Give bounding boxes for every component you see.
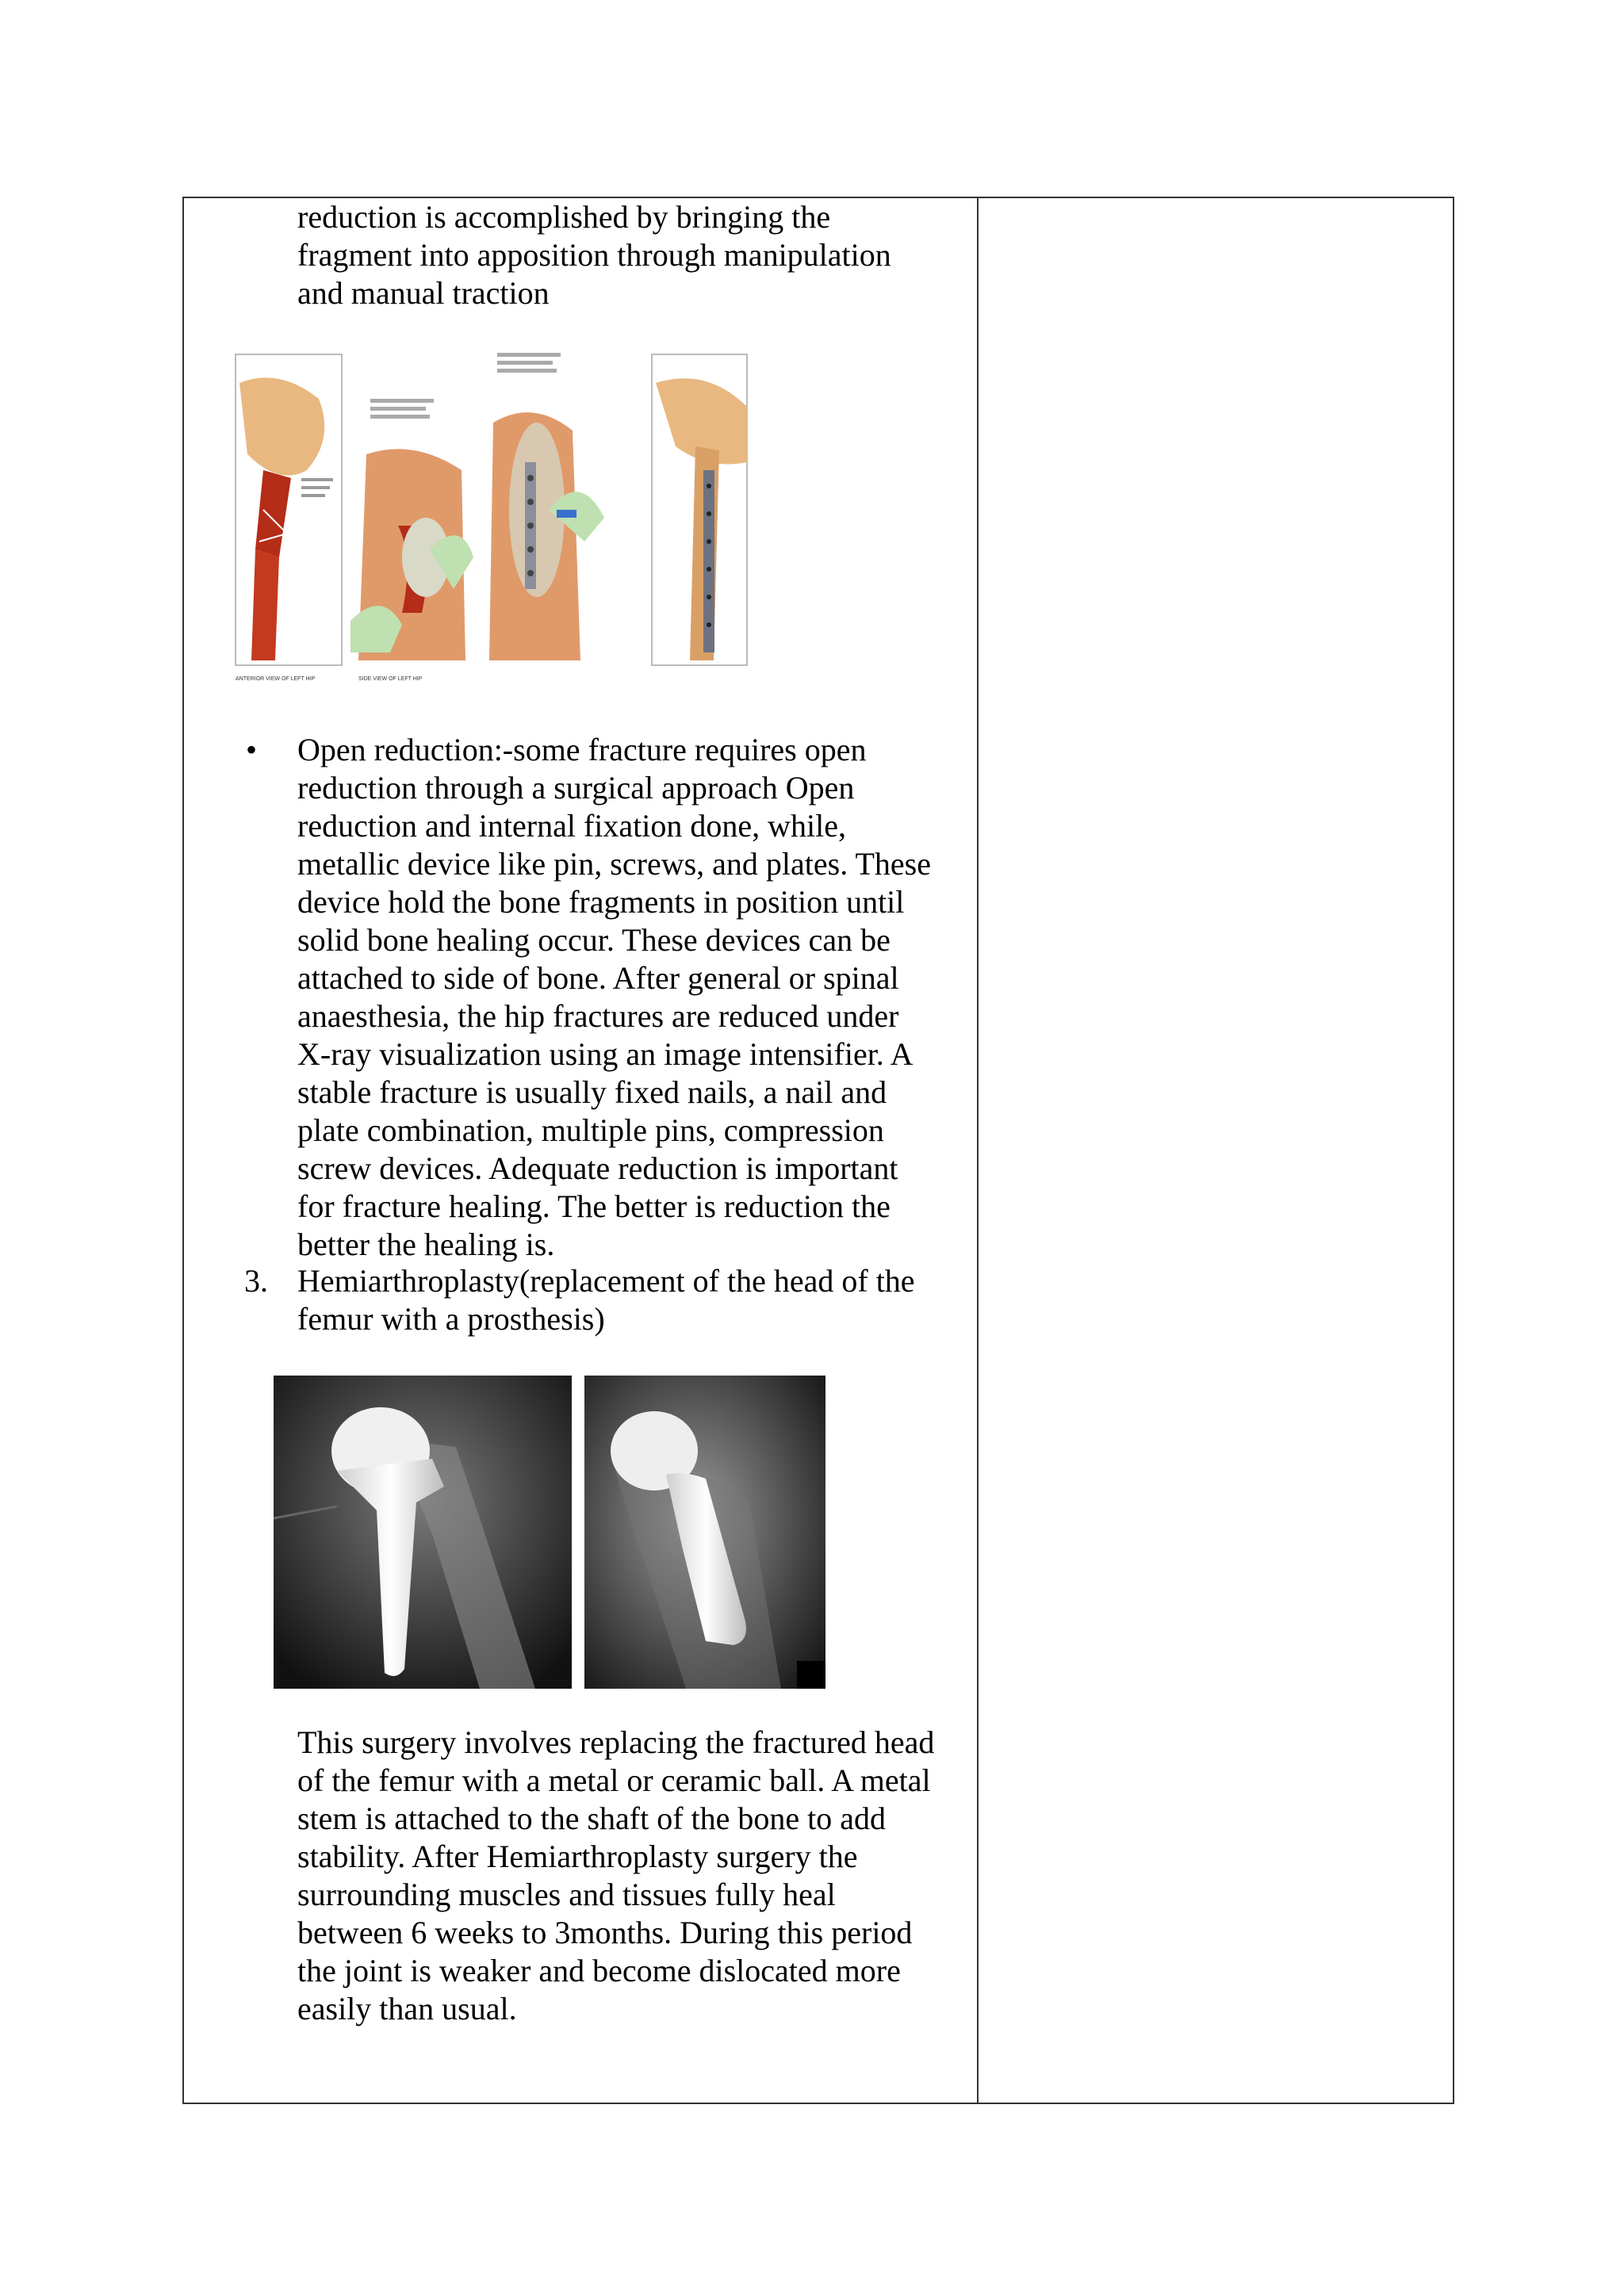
surgical-illustration	[232, 351, 750, 691]
open-reduction-paragraph: Open reduction:-some fracture requires open reduction through a surgical approach Open reduction and internal fixation done, while, metallic device like pin, screws, and plates. These device hold the bone fragments in position until solid bone healing occur. These devices can be attached to side of bone. After general or spinal anaesthesia, the hip fractures are reduced under X-ray visualization using an image intensifier. A stable fracture is usually fixed nails, a nail and plate combination, multiple pins, compression screw devices. Adequate reduction is important for fracture healing. The better is reduction the better the healing is.	[297, 732, 931, 1262]
panel-anterior-view	[236, 354, 342, 665]
bullet-marker: •	[246, 732, 258, 767]
panel-incision	[349, 354, 484, 682]
svg-text:ANTERIOR VIEW OF LEFT HIP: ANTERIOR VIEW OF LEFT HIP	[236, 676, 316, 682]
panel-final-result	[652, 354, 747, 665]
svg-text:SIDE VIEW OF LEFT HIP: SIDE VIEW OF LEFT HIP	[358, 676, 423, 682]
column-divider	[977, 197, 979, 2104]
xray-left	[274, 1376, 572, 1689]
intro-paragraph: reduction is accomplished by bringing the fragment into apposition through manipulation and manual traction	[297, 199, 891, 311]
hemiarthroplasty-heading: Hemiarthroplasty(replacement of the head of the femur with a prosthesis)	[297, 1263, 915, 1337]
xray-right	[584, 1376, 825, 1689]
hemiarthroplasty-paragraph: This surgery involves replacing the fractured head of the femur with a metal or ceramic ball. A metal stem is attached to the shaft of the bone to add stability. After Hemiarthroplasty surgery the surrounding muscles and tissues fully heal between 6 weeks to 3months. During this period the joint is weaker and become dislocated more easily than usual.	[297, 1724, 935, 2026]
list-number: 3.	[244, 1263, 268, 1299]
xray-images	[274, 1376, 825, 1689]
